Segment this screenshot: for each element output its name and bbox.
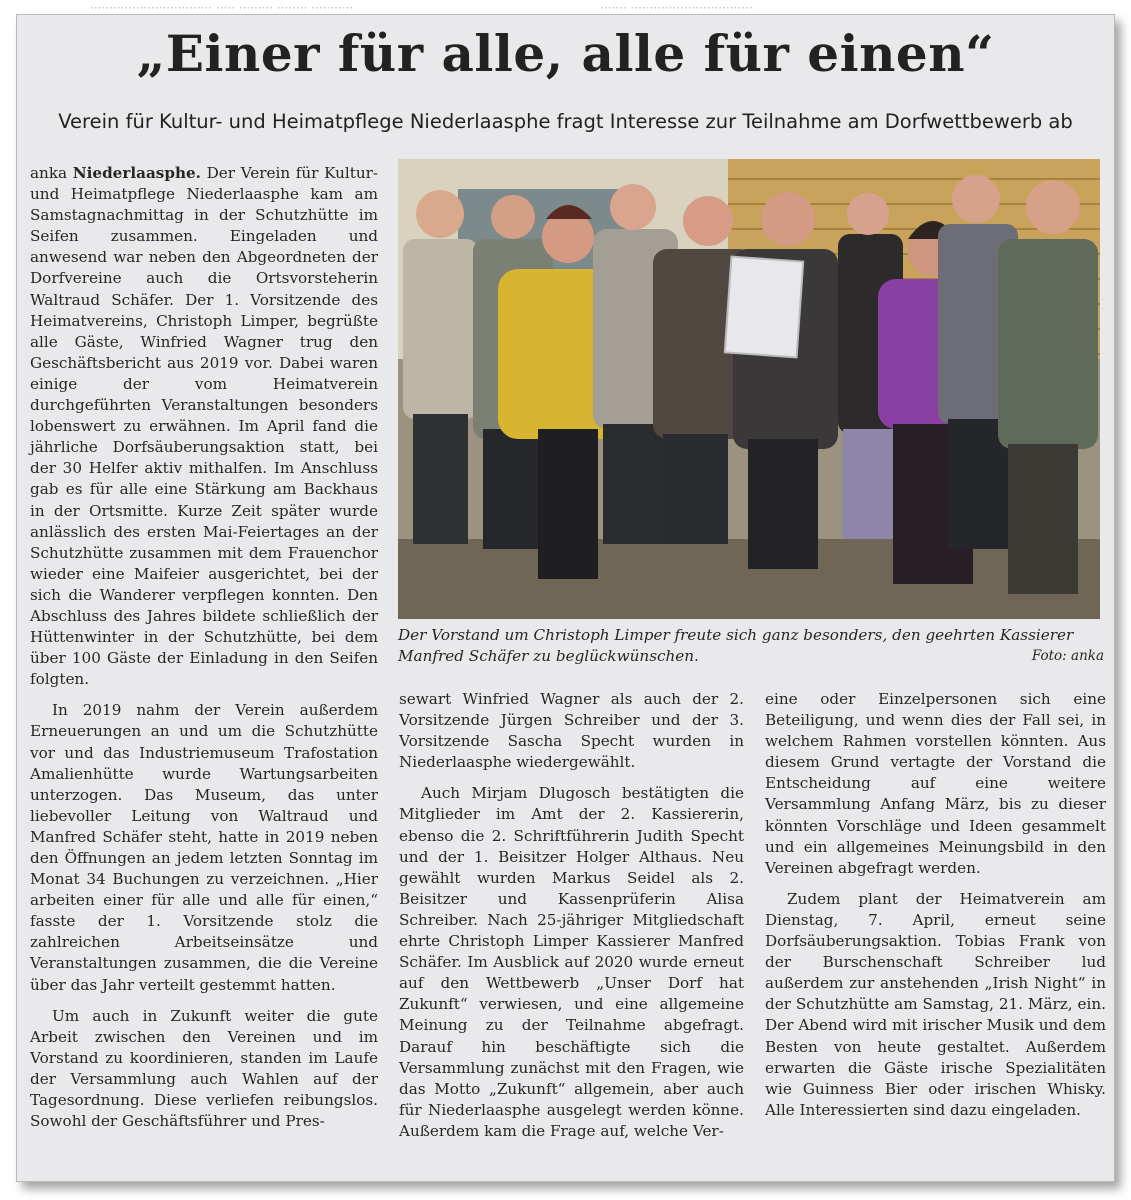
headline: „Einer für alle, alle für einen“ bbox=[136, 24, 995, 83]
show-through-text: ....... ................................ bbox=[600, 4, 753, 18]
photo-credit: Foto: anka bbox=[1031, 648, 1104, 664]
article-column-2 bbox=[399, 689, 744, 1152]
lead-paragraph bbox=[30, 163, 378, 690]
show-through-text: ................................ ..... ......... ........ ........... bbox=[90, 4, 354, 18]
paragraph-text: Der Verein für Kultur- und Heimatpflege Niederlaasphe kam am Samstagnachmittag in der Schutzhütte im Seifen zusammen. Eingeladen und anwesend war neben den Abgeordneten der Dorfvereine auch die Ortsvorsteherin Waltraud Schäfer. Der 1. Vorsitzende des Heimatvereins, Christoph Limper, begrüßte alle Gäste, Winfried Wagner trug den Geschäftsbericht aus 2019 vor. Dabei waren einige der vom Heimatverein durchgeführten Veranstaltungen besonders lobenswert zu erwähnen. Im April fand die jährliche Dorfsäuberungsaktion statt, bei der 30 Helfer aktiv mithalfen. Im Anschluss gab es für alle eine Stärkung am Backhaus in der Ortsmitte. Kurze Zeit später wurde anlässlich des ersten Mai-Feiertages an der Schutzhütte zusammen mit dem Frauenchor wieder eine Maifeier ausgerichtet, bei der sich die Wanderer verpflegen konnten. Den Abschluss des Jahres bildete schließlich der Hüttenwinter in der Schutzhütte, bei dem über 100 Gäste der Einladung in den Seifen folgten. bbox=[30, 164, 379, 689]
author: anka bbox=[30, 164, 68, 182]
paragraph: Auch Mirjam Dlugosch bestätigten die Mitglieder im Amt der 2. Kassiererin, ebenso die 2. Schriftführerin Judith Specht und der 1. Beisitzer Holger Althaus. Neu gewählt wurden Markus Seidel als 2. Beisitzer und Kassenprüferin Alisa Schreiber. Nach 25-jähriger Mitgliedschaft ehrte Christoph Limper Kassierer Manfred Schäfer. Im Ausblick auf 2020 wurde erneut auf den Wettbewerb „Unser Dorf hat Zukunft“ verwiesen, und eine allgemeine Meinung zu der Teilnahme abgefragt. Darauf hin beschäftigte sich die Versammlung zunächst mit den Fragen, wie das Motto „Zukunft“ allgemein, aber auch für Niederlaasphe ausgelegt werden könne. Außerdem kam die Frage auf, welche Ver- bbox=[399, 784, 744, 1140]
paragraph: sewart Winfried Wagner als auch der 2. Vorsitzende Jürgen Schreiber und der 3. Vorsitzende Sascha Specht wurden in Niederlaasphe wiedergewählt. bbox=[399, 690, 744, 772]
article-column-1 bbox=[30, 163, 378, 1142]
subheadline: Verein für Kultur- und Heimatpflege Niederlaasphe fragt Interesse zur Teilnahme am Dorfwettbewerb ab bbox=[58, 110, 1073, 133]
paragraph: Um auch in Zukunft weiter die gute Arbeit zwischen den Vereinen und im Vorstand zu koordinieren, standen im Laufe der Versammlung auch Wahlen auf der Tagesordnung. Diese verliefen reibungslos. Sowohl der Geschäftsführer und Pres- bbox=[30, 1006, 378, 1131]
photo-caption: Der Vorstand um Christoph Limper freute sich ganz besonders, den geehrten Kassierer Manfred Schäfer zu beglückwünschen. bbox=[398, 626, 1074, 665]
paragraph: Zudem plant der Heimatverein am Dienstag, 7. April, erneut seine Dorfsäuberungsaktion. Tobias Frank von der Burschenschaft Schreiber lud außerdem zur anstehenden „Irish Night“ in der Schutzhütte am Samstag, 21. März, ein. Der Abend wird mit irischer Musik und dem Besten von heute gestaltet. Außerdem erwarten die Gäste irische Spezialitäten wie Guinness Bier oder irischen Whisky. Alle Interessierten sind dazu eingeladen. bbox=[765, 889, 1106, 1119]
dateline-location: Niederlaasphe. bbox=[72, 164, 201, 182]
paragraph: eine oder Einzelpersonen sich eine Beteiligung, und wenn dies der Fall sei, in welchem Rahmen vorstellen könnten. Aus diesem Grund vertagte der Vorstand die Entscheidung auf eine weitere Versammlung Anfang März, bis zu dieser könnten Vorschläge und Ideen gesammelt und ein allgemeines Meinungsbild in den Vereinen abgefragt werden. bbox=[765, 690, 1106, 877]
paragraph: In 2019 nahm der Verein außerdem Erneuerungen an und um die Schutzhütte vor und das Industriemuseum Trafostation Amalienhütte wurde Wartungsarbeiten unterzogen. Das Museum, das unter liebevoller Leitung von Waltraud und Manfred Schäfer steht, hatte in 2019 neben den Öffnungen an jedem letzten Sonntag im Monat 34 Buchungen zu verzeichnen. „Hier arbeiten einer für alle und alle für einen,“ fasste der 1. Vorsitzende stolz die zahlreichen Arbeitseinsätze und Veranstaltungen zusammen, die die Vereine über das Jahr verteilt gestemmt hatten. bbox=[30, 701, 378, 994]
group-photo bbox=[398, 159, 1100, 619]
article-column-3 bbox=[765, 689, 1106, 1131]
